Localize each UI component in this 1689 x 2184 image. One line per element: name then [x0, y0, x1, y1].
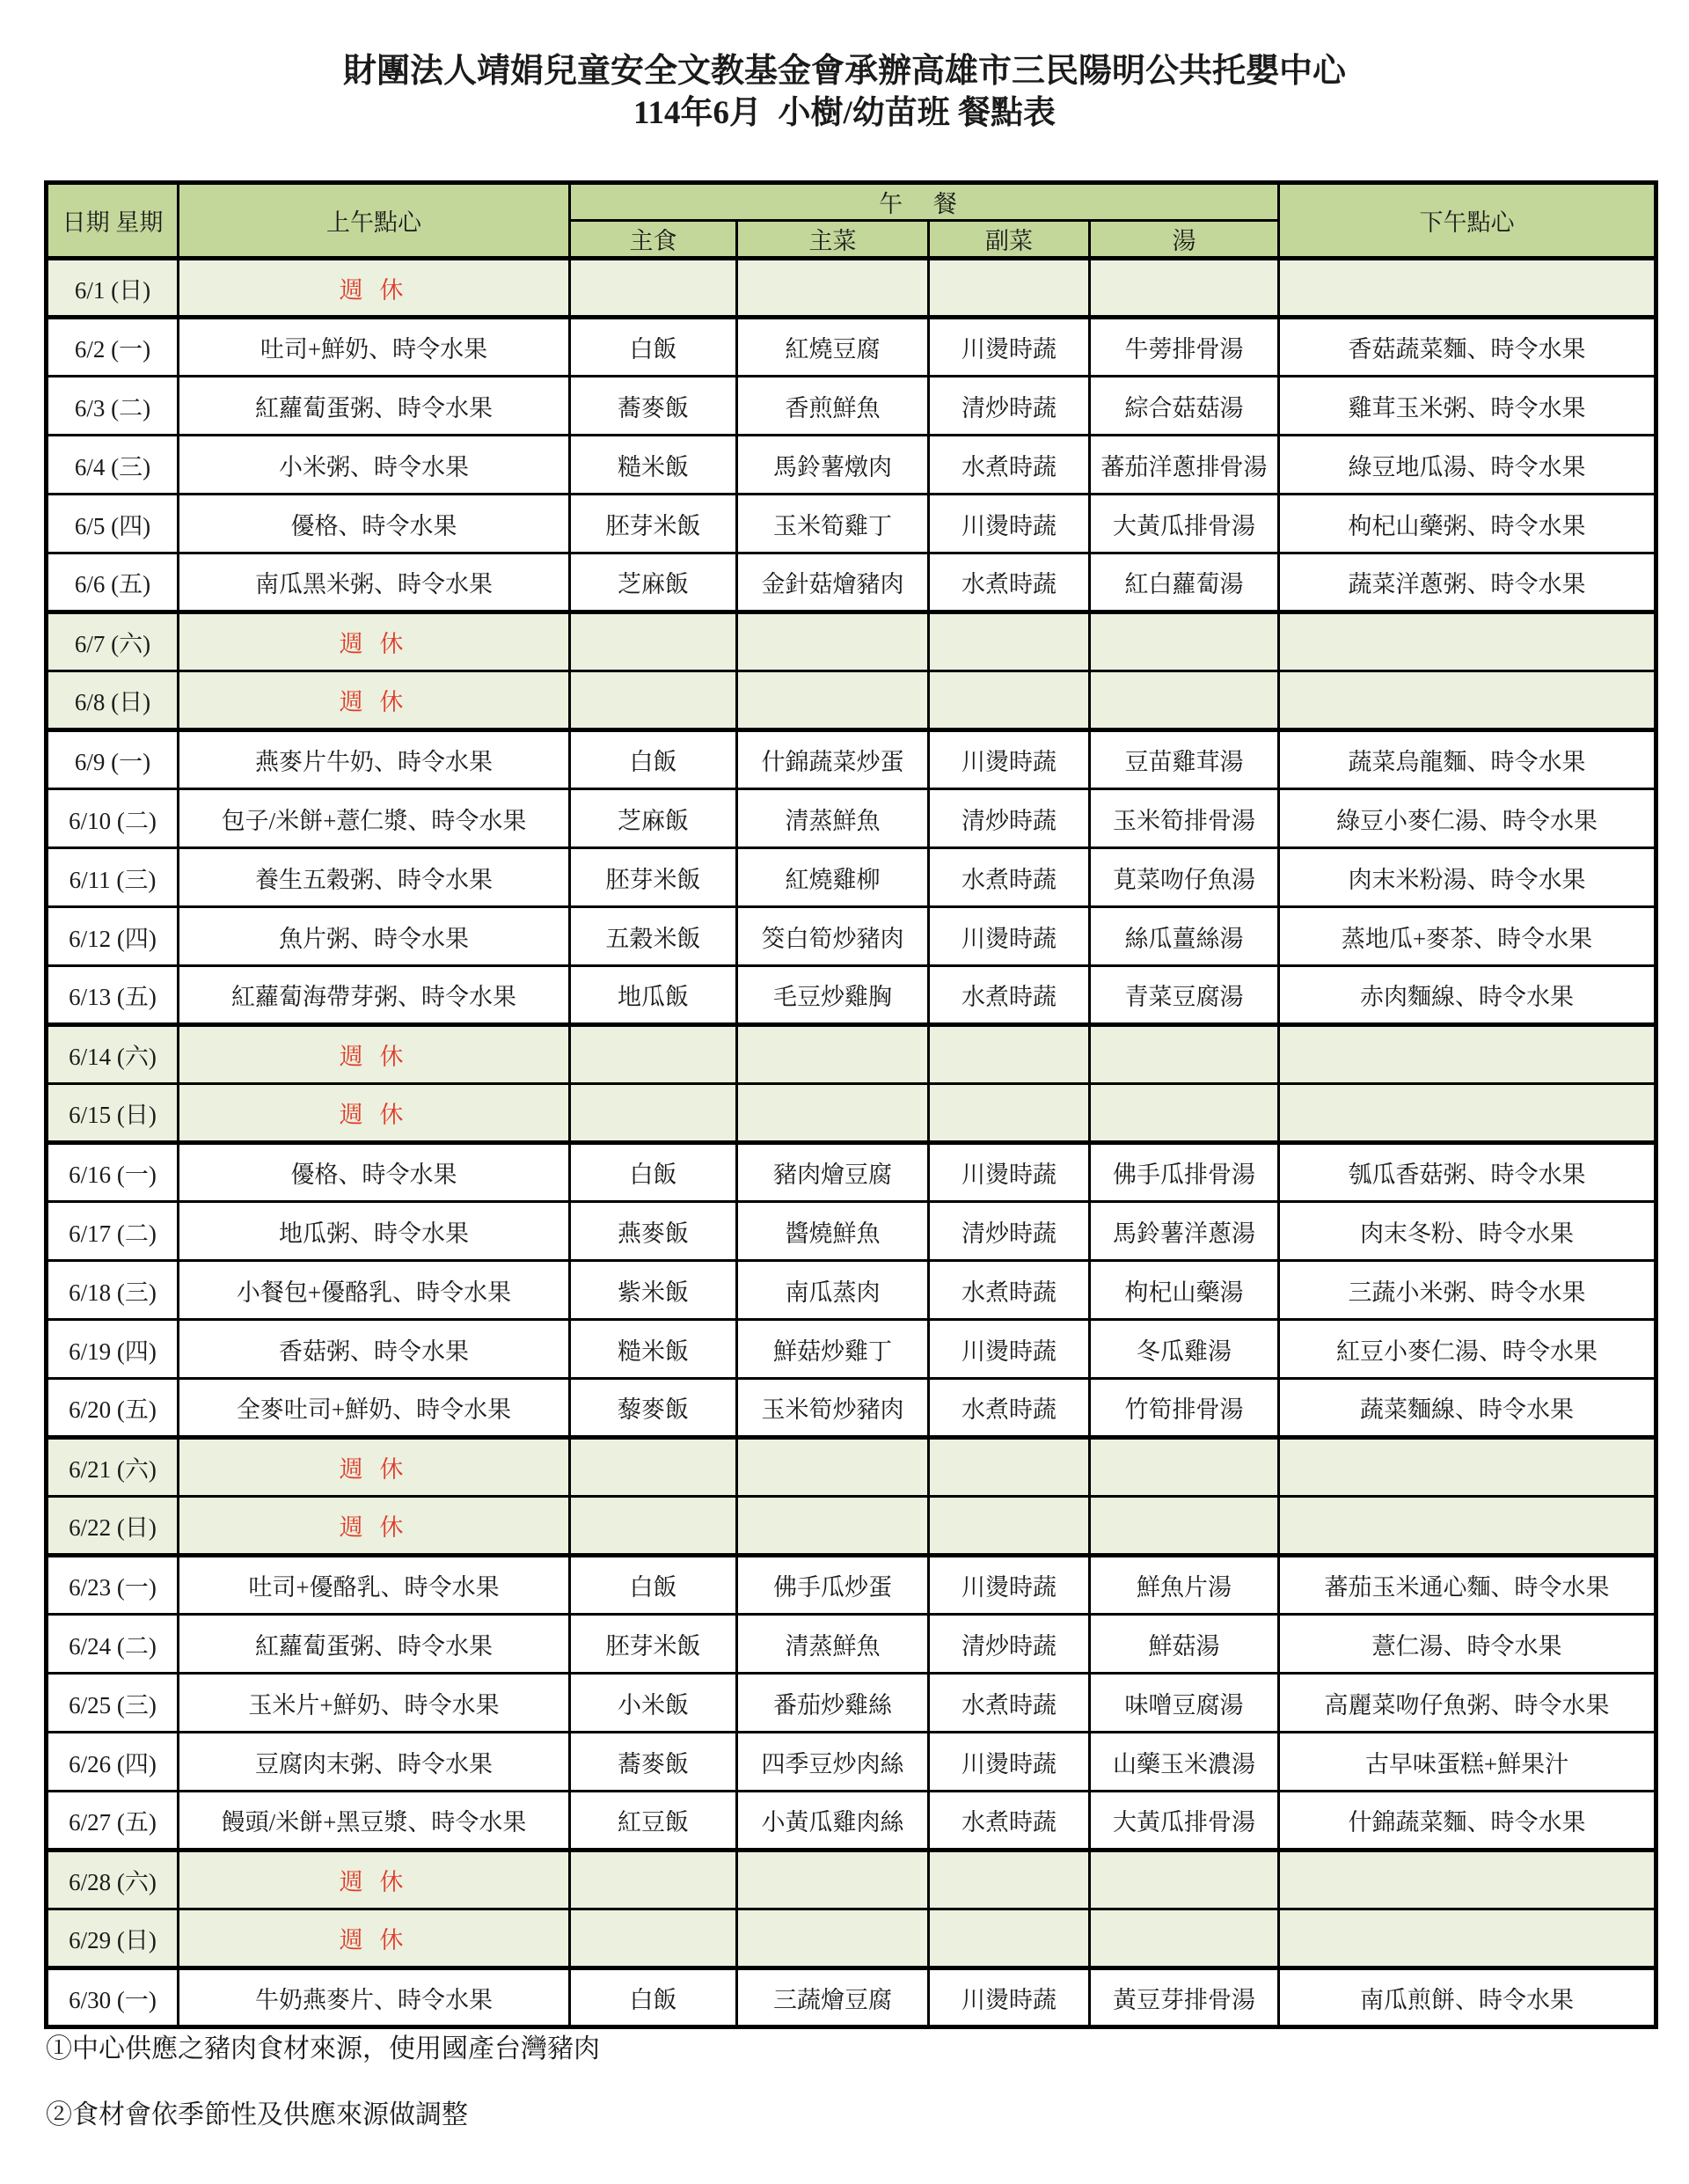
date-cell: 6/11 (三)	[47, 848, 179, 907]
staple-cell: 五穀米飯	[570, 907, 737, 966]
afternoon-snack-cell: 香菇蔬菜麵、時令水果	[1279, 318, 1656, 377]
staple-cell: 白飯	[570, 730, 737, 789]
staple-cell: 胚芽米飯	[570, 848, 737, 907]
date-cell: 6/8 (日)	[47, 671, 179, 730]
afternoon-snack-cell: 肉末冬粉、時令水果	[1279, 1202, 1656, 1261]
staple-cell-empty	[570, 1497, 737, 1556]
menu-body	[47, 259, 1656, 2027]
soup-cell-empty	[1090, 259, 1279, 318]
soup-cell: 紅白蘿蔔湯	[1090, 553, 1279, 612]
soup-cell: 鮮菇湯	[1090, 1615, 1279, 1674]
title-block	[0, 51, 1689, 133]
header-morning-snack: 上午點心	[179, 183, 570, 259]
date-cell: 6/22 (日)	[47, 1497, 179, 1556]
soup-cell: 豆苗雞茸湯	[1090, 730, 1279, 789]
menu-row-closed	[47, 1851, 1656, 1909]
side-dish-cell-empty	[929, 1025, 1090, 1084]
side-dish-cell-empty	[929, 671, 1090, 730]
main-dish-cell: 清蒸鮮魚	[737, 1615, 929, 1674]
staple-cell-empty	[570, 1438, 737, 1497]
main-dish-cell-empty	[737, 1851, 929, 1909]
menu-row-closed	[47, 1909, 1656, 1968]
date-cell: 6/15 (日)	[47, 1084, 179, 1143]
menu-row	[47, 1733, 1656, 1792]
date-cell: 6/13 (五)	[47, 966, 179, 1025]
page-title: 財團法人靖娟兒童安全文教基金會承辦高雄市三民陽明公共托嬰中心	[342, 53, 1346, 90]
date-cell: 6/20 (五)	[47, 1379, 179, 1438]
side-dish-cell: 水煮時蔬	[929, 1792, 1090, 1851]
afternoon-snack-cell: 雞茸玉米粥、時令水果	[1279, 377, 1656, 436]
staple-cell: 藜麥飯	[570, 1379, 737, 1438]
staple-cell-empty	[570, 1909, 737, 1968]
side-dish-cell: 清炒時蔬	[929, 1615, 1090, 1674]
main-dish-cell: 紅燒雞柳	[737, 848, 929, 907]
staple-cell: 地瓜飯	[570, 966, 737, 1025]
closed-label-cell: 週 休	[179, 1084, 570, 1143]
afternoon-snack-cell: 肉末米粉湯、時令水果	[1279, 848, 1656, 907]
date-cell: 6/18 (三)	[47, 1261, 179, 1320]
side-dish-cell: 水煮時蔬	[929, 848, 1090, 907]
afternoon-snack-cell: 綠豆小麥仁湯、時令水果	[1279, 789, 1656, 848]
main-dish-cell-empty	[737, 612, 929, 671]
soup-cell: 綜合菇菇湯	[1090, 377, 1279, 436]
side-dish-cell: 清炒時蔬	[929, 789, 1090, 848]
side-dish-cell: 清炒時蔬	[929, 377, 1090, 436]
morning-snack-cell: 魚片粥、時令水果	[179, 907, 570, 966]
afternoon-snack-cell: 枸杞山藥粥、時令水果	[1279, 495, 1656, 553]
main-dish-cell: 筊白筍炒豬肉	[737, 907, 929, 966]
menu-row-closed	[47, 612, 1656, 671]
date-cell: 6/2 (一)	[47, 318, 179, 377]
staple-cell-empty	[570, 1084, 737, 1143]
note-seasonal-adjustment: ②食材會依季節性及供應來源做調整	[46, 2100, 468, 2129]
soup-cell: 佛手瓜排骨湯	[1090, 1143, 1279, 1202]
main-dish-cell: 南瓜蒸肉	[737, 1261, 929, 1320]
date-cell: 6/25 (三)	[47, 1674, 179, 1733]
side-dish-cell: 川燙時蔬	[929, 730, 1090, 789]
main-dish-cell-empty	[737, 1084, 929, 1143]
afternoon-snack-cell: 紅豆小麥仁湯、時令水果	[1279, 1320, 1656, 1379]
main-dish-cell: 香煎鮮魚	[737, 377, 929, 436]
header-soup: 湯	[1090, 221, 1279, 259]
soup-cell: 莧菜吻仔魚湯	[1090, 848, 1279, 907]
main-dish-cell-empty	[737, 1025, 929, 1084]
closed-label-cell: 週 休	[179, 1909, 570, 1968]
afternoon-snack-cell: 赤肉麵線、時令水果	[1279, 966, 1656, 1025]
menu-row	[47, 1143, 1656, 1202]
soup-cell: 蕃茄洋蔥排骨湯	[1090, 436, 1279, 495]
date-cell: 6/6 (五)	[47, 553, 179, 612]
main-dish-cell: 玉米筍雞丁	[737, 495, 929, 553]
date-cell: 6/4 (三)	[47, 436, 179, 495]
header-lunch: 午 餐	[570, 183, 1279, 221]
menu-row	[47, 436, 1656, 495]
side-dish-cell: 川燙時蔬	[929, 1143, 1090, 1202]
date-cell: 6/1 (日)	[47, 259, 179, 318]
soup-cell: 牛蒡排骨湯	[1090, 318, 1279, 377]
morning-snack-cell: 紅蘿蔔海帶芽粥、時令水果	[179, 966, 570, 1025]
afternoon-snack-cell: 古早味蛋糕+鮮果汁	[1279, 1733, 1656, 1792]
soup-cell: 大黃瓜排骨湯	[1090, 495, 1279, 553]
soup-cell: 黃豆芽排骨湯	[1090, 1968, 1279, 2027]
afternoon-snack-cell: 蕃茄玉米通心麵、時令水果	[1279, 1556, 1656, 1615]
soup-cell-empty	[1090, 612, 1279, 671]
morning-snack-cell: 紅蘿蔔蛋粥、時令水果	[179, 377, 570, 436]
date-cell: 6/23 (一)	[47, 1556, 179, 1615]
morning-snack-cell: 吐司+優酪乳、時令水果	[179, 1556, 570, 1615]
side-dish-cell: 川燙時蔬	[929, 1556, 1090, 1615]
note-pork-origin: ①中心供應之豬肉食材來源，使用國產台灣豬肉	[46, 2034, 600, 2063]
side-dish-cell: 水煮時蔬	[929, 1261, 1090, 1320]
morning-snack-cell: 小米粥、時令水果	[179, 436, 570, 495]
side-dish-cell-empty	[929, 1851, 1090, 1909]
menu-row	[47, 730, 1656, 789]
morning-snack-cell: 玉米片+鮮奶、時令水果	[179, 1674, 570, 1733]
side-dish-cell: 水煮時蔬	[929, 436, 1090, 495]
closed-label-cell: 週 休	[179, 612, 570, 671]
main-dish-cell: 佛手瓜炒蛋	[737, 1556, 929, 1615]
main-dish-cell: 鮮菇炒雞丁	[737, 1320, 929, 1379]
date-cell: 6/12 (四)	[47, 907, 179, 966]
soup-cell-empty	[1090, 1497, 1279, 1556]
morning-snack-cell: 豆腐肉末粥、時令水果	[179, 1733, 570, 1792]
date-cell: 6/21 (六)	[47, 1438, 179, 1497]
date-cell: 6/7 (六)	[47, 612, 179, 671]
menu-row-closed	[47, 1438, 1656, 1497]
menu-row	[47, 1320, 1656, 1379]
soup-cell: 絲瓜薑絲湯	[1090, 907, 1279, 966]
date-cell: 6/14 (六)	[47, 1025, 179, 1084]
closed-label-cell: 週 休	[179, 1438, 570, 1497]
staple-cell: 紅豆飯	[570, 1792, 737, 1851]
morning-snack-cell: 全麥吐司+鮮奶、時令水果	[179, 1379, 570, 1438]
menu-row	[47, 377, 1656, 436]
main-dish-cell: 豬肉燴豆腐	[737, 1143, 929, 1202]
staple-cell-empty	[570, 612, 737, 671]
header-staple: 主食	[570, 221, 737, 259]
morning-snack-cell: 燕麥片牛奶、時令水果	[179, 730, 570, 789]
soup-cell-empty	[1090, 671, 1279, 730]
date-cell: 6/3 (二)	[47, 377, 179, 436]
staple-cell: 白飯	[570, 318, 737, 377]
soup-cell-empty	[1090, 1084, 1279, 1143]
closed-label-cell: 週 休	[179, 1497, 570, 1556]
main-dish-cell: 什錦蔬菜炒蛋	[737, 730, 929, 789]
staple-cell: 白飯	[570, 1556, 737, 1615]
date-cell: 6/26 (四)	[47, 1733, 179, 1792]
main-dish-cell-empty	[737, 259, 929, 318]
staple-cell: 糙米飯	[570, 436, 737, 495]
morning-snack-cell: 養生五穀粥、時令水果	[179, 848, 570, 907]
main-dish-cell-empty	[737, 1438, 929, 1497]
date-cell: 6/10 (二)	[47, 789, 179, 848]
afternoon-snack-cell-empty	[1279, 1497, 1656, 1556]
staple-cell: 糙米飯	[570, 1320, 737, 1379]
footer-notes	[46, 2034, 1365, 2166]
morning-snack-cell: 饅頭/米餅+黑豆漿、時令水果	[179, 1792, 570, 1851]
soup-cell: 冬瓜雞湯	[1090, 1320, 1279, 1379]
side-dish-cell-empty	[929, 1909, 1090, 1968]
staple-cell: 胚芽米飯	[570, 1615, 737, 1674]
soup-cell: 山藥玉米濃湯	[1090, 1733, 1279, 1792]
side-dish-cell: 川燙時蔬	[929, 1733, 1090, 1792]
date-cell: 6/27 (五)	[47, 1792, 179, 1851]
date-cell: 6/9 (一)	[47, 730, 179, 789]
afternoon-snack-cell: 蔬菜麵線、時令水果	[1279, 1379, 1656, 1438]
staple-cell: 白飯	[570, 1143, 737, 1202]
afternoon-snack-cell: 蔬菜洋蔥粥、時令水果	[1279, 553, 1656, 612]
morning-snack-cell: 南瓜黑米粥、時令水果	[179, 553, 570, 612]
side-dish-cell-empty	[929, 1084, 1090, 1143]
staple-cell: 芝麻飯	[570, 789, 737, 848]
menu-header	[47, 183, 1656, 259]
staple-cell: 燕麥飯	[570, 1202, 737, 1261]
menu-table	[44, 180, 1658, 2029]
morning-snack-cell: 地瓜粥、時令水果	[179, 1202, 570, 1261]
main-dish-cell: 小黃瓜雞肉絲	[737, 1792, 929, 1851]
main-dish-cell-empty	[737, 1909, 929, 1968]
main-dish-cell: 三蔬燴豆腐	[737, 1968, 929, 2027]
date-cell: 6/17 (二)	[47, 1202, 179, 1261]
staple-cell: 胚芽米飯	[570, 495, 737, 553]
main-dish-cell-empty	[737, 1497, 929, 1556]
date-cell: 6/19 (四)	[47, 1320, 179, 1379]
menu-row	[47, 318, 1656, 377]
soup-cell: 鮮魚片湯	[1090, 1556, 1279, 1615]
main-dish-cell: 馬鈴薯燉肉	[737, 436, 929, 495]
date-cell: 6/28 (六)	[47, 1851, 179, 1909]
staple-cell-empty	[570, 671, 737, 730]
afternoon-snack-cell-empty	[1279, 671, 1656, 730]
menu-row	[47, 1261, 1656, 1320]
side-dish-cell: 水煮時蔬	[929, 553, 1090, 612]
menu-row	[47, 1615, 1656, 1674]
soup-cell-empty	[1090, 1851, 1279, 1909]
soup-cell: 竹筍排骨湯	[1090, 1379, 1279, 1438]
morning-snack-cell: 吐司+鮮奶、時令水果	[179, 318, 570, 377]
morning-snack-cell: 牛奶燕麥片、時令水果	[179, 1968, 570, 2027]
main-dish-cell: 玉米筍炒豬肉	[737, 1379, 929, 1438]
staple-cell: 白飯	[570, 1968, 737, 2027]
staple-cell-empty	[570, 259, 737, 318]
afternoon-snack-cell-empty	[1279, 1025, 1656, 1084]
menu-row-closed	[47, 1084, 1656, 1143]
date-cell: 6/16 (一)	[47, 1143, 179, 1202]
side-dish-cell-empty	[929, 1438, 1090, 1497]
closed-label-cell: 週 休	[179, 259, 570, 318]
morning-snack-cell: 包子/米餅+薏仁漿、時令水果	[179, 789, 570, 848]
afternoon-snack-cell: 瓠瓜香菇粥、時令水果	[1279, 1143, 1656, 1202]
afternoon-snack-cell: 薏仁湯、時令水果	[1279, 1615, 1656, 1674]
side-dish-cell: 川燙時蔬	[929, 1320, 1090, 1379]
header-side-dish: 副菜	[929, 221, 1090, 259]
afternoon-snack-cell-empty	[1279, 259, 1656, 318]
header-afternoon-snack: 下午點心	[1279, 183, 1656, 259]
menu-row-closed	[47, 1497, 1656, 1556]
side-dish-cell-empty	[929, 259, 1090, 318]
staple-cell: 芝麻飯	[570, 553, 737, 612]
menu-row	[47, 495, 1656, 553]
morning-snack-cell: 香菇粥、時令水果	[179, 1320, 570, 1379]
soup-cell: 玉米筍排骨湯	[1090, 789, 1279, 848]
menu-row	[47, 1202, 1656, 1261]
menu-row	[47, 789, 1656, 848]
page-subtitle: 114年6月 小樹/幼苗班 餐點表	[633, 95, 1056, 132]
menu-row	[47, 848, 1656, 907]
afternoon-snack-cell: 蔬菜烏龍麵、時令水果	[1279, 730, 1656, 789]
side-dish-cell: 川燙時蔬	[929, 495, 1090, 553]
soup-cell-empty	[1090, 1909, 1279, 1968]
menu-row	[47, 1379, 1656, 1438]
afternoon-snack-cell: 蒸地瓜+麥茶、時令水果	[1279, 907, 1656, 966]
main-dish-cell: 清蒸鮮魚	[737, 789, 929, 848]
morning-snack-cell: 優格、時令水果	[179, 1143, 570, 1202]
side-dish-cell-empty	[929, 612, 1090, 671]
date-cell: 6/24 (二)	[47, 1615, 179, 1674]
date-cell: 6/29 (日)	[47, 1909, 179, 1968]
soup-cell: 味噌豆腐湯	[1090, 1674, 1279, 1733]
afternoon-snack-cell-empty	[1279, 612, 1656, 671]
staple-cell: 小米飯	[570, 1674, 737, 1733]
menu-row	[47, 1968, 1656, 2027]
soup-cell: 大黃瓜排骨湯	[1090, 1792, 1279, 1851]
side-dish-cell: 川燙時蔬	[929, 318, 1090, 377]
main-dish-cell: 醬燒鮮魚	[737, 1202, 929, 1261]
side-dish-cell: 清炒時蔬	[929, 1202, 1090, 1261]
date-cell: 6/30 (一)	[47, 1968, 179, 2027]
menu-row	[47, 907, 1656, 966]
staple-cell: 蕎麥飯	[570, 1733, 737, 1792]
main-dish-cell: 番茄炒雞絲	[737, 1674, 929, 1733]
afternoon-snack-cell: 高麗菜吻仔魚粥、時令水果	[1279, 1674, 1656, 1733]
soup-cell: 枸杞山藥湯	[1090, 1261, 1279, 1320]
main-dish-cell-empty	[737, 671, 929, 730]
closed-label-cell: 週 休	[179, 1851, 570, 1909]
menu-row	[47, 1674, 1656, 1733]
header-main-dish: 主菜	[737, 221, 929, 259]
side-dish-cell: 川燙時蔬	[929, 907, 1090, 966]
soup-cell: 馬鈴薯洋蔥湯	[1090, 1202, 1279, 1261]
staple-cell-empty	[570, 1851, 737, 1909]
side-dish-cell-empty	[929, 1497, 1090, 1556]
main-dish-cell: 紅燒豆腐	[737, 318, 929, 377]
header-row-top	[47, 183, 1656, 221]
staple-cell: 蕎麥飯	[570, 377, 737, 436]
menu-row	[47, 553, 1656, 612]
main-dish-cell: 四季豆炒肉絲	[737, 1733, 929, 1792]
side-dish-cell: 水煮時蔬	[929, 966, 1090, 1025]
side-dish-cell: 水煮時蔬	[929, 1379, 1090, 1438]
soup-cell: 青菜豆腐湯	[1090, 966, 1279, 1025]
menu-row-closed	[47, 671, 1656, 730]
side-dish-cell: 川燙時蔬	[929, 1968, 1090, 2027]
morning-snack-cell: 小餐包+優酪乳、時令水果	[179, 1261, 570, 1320]
side-dish-cell: 水煮時蔬	[929, 1674, 1090, 1733]
staple-cell-empty	[570, 1025, 737, 1084]
menu-row	[47, 966, 1656, 1025]
menu-row-closed	[47, 1025, 1656, 1084]
main-dish-cell: 金針菇燴豬肉	[737, 553, 929, 612]
afternoon-snack-cell-empty	[1279, 1438, 1656, 1497]
afternoon-snack-cell-empty	[1279, 1084, 1656, 1143]
soup-cell-empty	[1090, 1438, 1279, 1497]
afternoon-snack-cell: 綠豆地瓜湯、時令水果	[1279, 436, 1656, 495]
afternoon-snack-cell-empty	[1279, 1851, 1656, 1909]
afternoon-snack-cell: 南瓜煎餅、時令水果	[1279, 1968, 1656, 2027]
soup-cell-empty	[1090, 1025, 1279, 1084]
afternoon-snack-cell-empty	[1279, 1909, 1656, 1968]
afternoon-snack-cell: 什錦蔬菜麵、時令水果	[1279, 1792, 1656, 1851]
afternoon-snack-cell: 三蔬小米粥、時令水果	[1279, 1261, 1656, 1320]
date-cell: 6/5 (四)	[47, 495, 179, 553]
header-date-weekday: 日期 星期	[47, 183, 179, 259]
menu-row	[47, 1792, 1656, 1851]
closed-label-cell: 週 休	[179, 671, 570, 730]
main-dish-cell: 毛豆炒雞胸	[737, 966, 929, 1025]
morning-snack-cell: 優格、時令水果	[179, 495, 570, 553]
menu-row	[47, 1556, 1656, 1615]
closed-label-cell: 週 休	[179, 1025, 570, 1084]
staple-cell: 紫米飯	[570, 1261, 737, 1320]
morning-snack-cell: 紅蘿蔔蛋粥、時令水果	[179, 1615, 570, 1674]
menu-row-closed	[47, 259, 1656, 318]
